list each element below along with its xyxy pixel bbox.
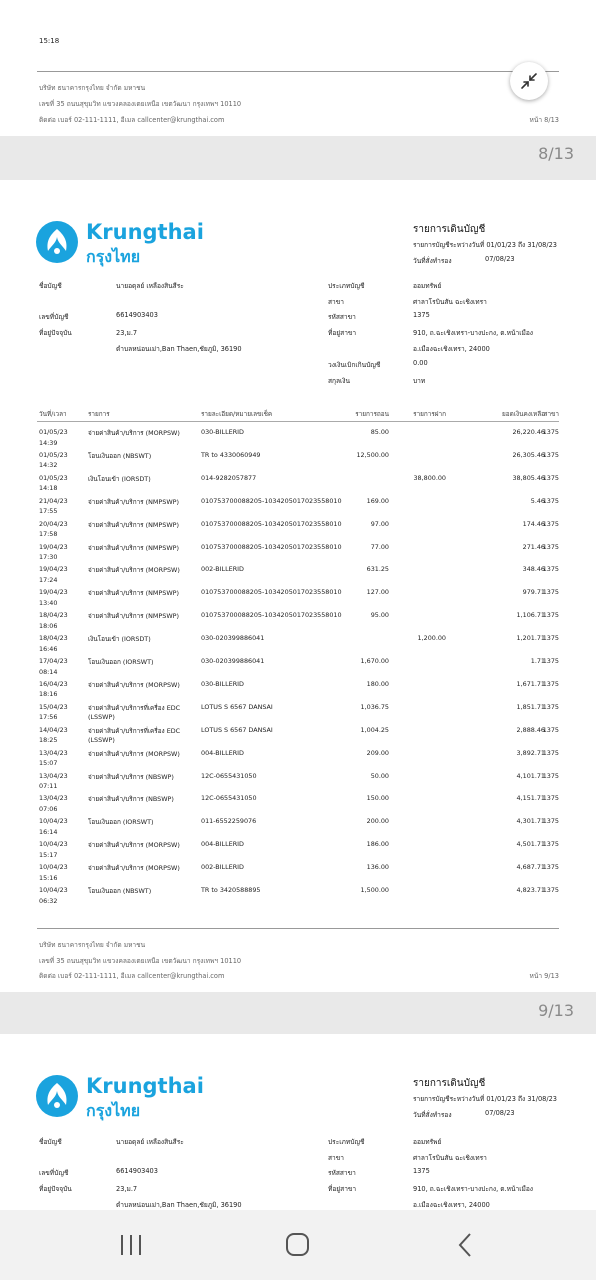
row-balance: 3,892.71 <box>516 748 545 757</box>
row-date: 21/04/23 <box>39 496 68 505</box>
address-line-2: ตำบลหน่อนเม่า,Ban Thaen,ชัยภูมิ, 36190 <box>116 345 242 353</box>
address-line-1: 23,ม.7 <box>116 1185 138 1193</box>
branch-label: สาขา <box>328 298 344 306</box>
logo-text-th: กรุงไทย <box>86 247 141 266</box>
print-date: 07/08/23 <box>485 1109 515 1117</box>
row-balance: 4,501.71 <box>516 840 545 849</box>
print-date: 07/08/23 <box>485 255 515 263</box>
row-description: จ่ายค่าสินค้า/บริการที่เครื่อง EDC <box>88 726 181 735</box>
footer-contact: ติดต่อ เบอร์ 02-111-1111, อีเมล callcenter@krungthai.com <box>39 972 225 980</box>
row-detail: 011-6552259076 <box>201 817 257 826</box>
branch-code: 1375 <box>413 311 430 319</box>
branch-address-2: อ.เมืองฉะเชิงเทรา, 24000 <box>413 345 490 353</box>
row-detail: TR to 3420588895 <box>201 886 261 894</box>
row-date: 10/04/23 <box>39 863 68 872</box>
row-description: จ่ายค่าสินค้า/บริการ (MORPSW) <box>88 864 180 873</box>
row-detail: 030-020399886041 <box>201 657 265 665</box>
row-withdraw: 77.00 <box>370 542 389 551</box>
row-detail: 010753700088205-1034205017023558010 <box>201 519 342 528</box>
row-detail: 010753700088205-1034205017023558010 <box>201 542 342 551</box>
row-branch: 1375 <box>542 817 559 826</box>
address-line-2: ตำบลหน่อนเม่า,Ban Thaen,ชัยภูมิ, 36190 <box>116 1201 242 1209</box>
overdraft-value: 0.00 <box>413 359 428 367</box>
row-time: 17:30 <box>39 553 58 561</box>
account-name: นายอดุลย์ เหลืองสินสีระ <box>116 1138 184 1146</box>
row-branch: 1375 <box>542 496 559 505</box>
col-header-deposit: รายการฝาก <box>413 410 446 418</box>
row-date: 01/05/23 <box>39 428 68 436</box>
account-number-label: เลขที่บัญชี <box>39 313 69 321</box>
row-balance: 1,201.71 <box>516 634 545 643</box>
row-withdraw: 209.00 <box>366 748 389 757</box>
row-time: 07:06 <box>39 804 58 813</box>
account-number: 6614903403 <box>116 1167 158 1175</box>
row-withdraw: 127.00 <box>366 588 389 597</box>
row-time: 17:56 <box>39 713 58 722</box>
branch-address-label: ที่อยู่สาขา <box>328 329 357 337</box>
footer-address: เลขที่ 35 ถนนสุขุมวิท แขวงคลองเตยเหนือ เขตวัฒนา กรุงเทพฯ 10110 <box>39 957 242 965</box>
branch-address-label: ที่อยู่สาขา <box>328 1185 357 1193</box>
row-description: จ่ายค่าสินค้า/บริการ (MORPSW) <box>88 680 180 689</box>
row-date: 18/04/23 <box>39 634 68 643</box>
row-description: โอนเงินออก (NBSWT) <box>88 451 152 460</box>
row-description: จ่ายค่าสินค้า/บริการ (NMPSWP) <box>88 543 180 552</box>
address-label: ที่อยู่ปัจจุบัน <box>39 329 72 337</box>
col-header-withdraw: รายการถอน <box>355 410 389 418</box>
row-detail: LOTUS S 6567 DANSAI <box>201 702 273 711</box>
statement-title: รายการเดินบัญชี <box>413 1078 486 1089</box>
logo-text-en: Krungthai <box>86 220 204 244</box>
row-time: 15:16 <box>39 873 58 882</box>
row-branch: 1375 <box>542 450 559 459</box>
currency-value: บาท <box>413 377 426 385</box>
row-description: โอนเงินออก (NBSWT) <box>88 887 152 895</box>
system-nav-bar <box>0 1210 596 1280</box>
account-number-label: เลขที่บัญชี <box>39 1169 69 1177</box>
row-balance: 4,687.71 <box>516 863 545 872</box>
row-branch: 1375 <box>542 657 559 665</box>
row-description: จ่ายค่าสินค้า/บริการ (NBSWP) <box>88 772 174 781</box>
logo-text-en: Krungthai <box>86 1074 204 1098</box>
table-header-divider <box>37 421 559 422</box>
page-indicator-8: 8/13 <box>538 144 574 163</box>
row-time: 15:07 <box>39 759 58 768</box>
row-description: จ่ายค่าสินค้า/บริการ (NMPSWP) <box>88 612 180 621</box>
row-branch: 1375 <box>542 611 559 620</box>
footer-divider <box>37 71 559 72</box>
statement-period: รายการบัญชีระหว่างวันที่ 01/01/23 ถึง 31/08/23 <box>413 241 557 249</box>
collapse-button[interactable] <box>510 62 548 100</box>
row-branch: 1375 <box>542 748 559 757</box>
branch-address-1: 910, ถ.ฉะเชิงเทรา-บางปะกง, ต.หน้าเมือง <box>413 329 534 337</box>
col-header-date: วันที่/เวลา <box>39 410 67 418</box>
row-time: 18:06 <box>39 621 58 630</box>
pdf-page-9 <box>0 180 596 992</box>
row-detail: 12C-0655431050 <box>201 771 257 780</box>
row-withdraw: 95.00 <box>370 611 389 620</box>
row-withdraw: 200.00 <box>366 817 389 826</box>
row-balance: 4,151.71 <box>516 794 545 803</box>
row-date: 10/04/23 <box>39 886 68 894</box>
bird-logo-icon <box>36 1075 78 1117</box>
branch-name: ศาลาโรบินสัน ฉะเชิงเทรา <box>413 1154 487 1162</box>
row-branch: 1375 <box>542 863 559 872</box>
col-header-branch: สาขา <box>543 410 559 418</box>
back-button[interactable] <box>452 1232 480 1262</box>
row-description: เงินโอนเข้า (IORSDT) <box>88 635 151 644</box>
row-date: 18/04/23 <box>39 611 68 620</box>
row-branch: 1375 <box>542 428 559 436</box>
bird-logo-icon <box>36 221 78 263</box>
row-time: 16:46 <box>39 644 58 653</box>
row-withdraw: 186.00 <box>366 840 389 849</box>
row-time: 18:16 <box>39 690 58 699</box>
row-detail: 010753700088205-1034205017023558010 <box>201 496 342 505</box>
row-branch: 1375 <box>542 840 559 849</box>
row-withdraw: 631.25 <box>366 565 389 574</box>
row-withdraw: 169.00 <box>366 496 389 505</box>
account-name: นายอดุลย์ เหลืองสินสีระ <box>116 282 184 290</box>
page-indicator-9: 9/13 <box>538 1001 574 1020</box>
row-detail: 010753700088205-1034205017023558010 <box>201 611 342 620</box>
collapse-arrows-icon <box>510 62 548 100</box>
row-time: 17:58 <box>39 530 58 539</box>
row-balance: 4,823.71 <box>516 886 545 894</box>
row-balance: 1,851.71 <box>516 702 545 711</box>
row-balance: 1,106.71 <box>516 611 545 620</box>
row-branch: 1375 <box>542 634 559 643</box>
recent-apps-button[interactable] <box>117 1232 145 1262</box>
account-type-label: ประเภทบัญชี <box>328 1138 365 1146</box>
row-date: 13/04/23 <box>39 771 68 780</box>
row-time: 16:14 <box>39 827 58 836</box>
row-date: 13/04/23 <box>39 794 68 803</box>
row-description: จ่ายค่าสินค้า/บริการที่เครื่อง EDC <box>88 703 181 712</box>
row-balance: 979.71 <box>522 588 545 597</box>
row-date: 14/04/23 <box>39 725 68 734</box>
row-withdraw: 1,500.00 <box>360 886 389 894</box>
row-description: จ่ายค่าสินค้า/บริการ (NMPSWP) <box>88 589 180 598</box>
row-description: โอนเงินออก (IORSWT) <box>88 818 154 827</box>
recent-apps-icon <box>117 1232 145 1258</box>
pdf-page-10 <box>0 1034 596 1210</box>
footer-page-number: หน้า 8/13 <box>529 116 559 124</box>
row-description: โอนเงินออก (IORSWT) <box>88 658 154 666</box>
row-detail: 002-BILLERID <box>201 565 244 574</box>
footer-divider <box>37 928 559 929</box>
row-branch: 1375 <box>542 519 559 528</box>
row-balance: 2,888.46 <box>516 725 545 734</box>
overdraft-label: วงเงินเบิกเกินบัญชี <box>328 361 381 369</box>
address-line-1: 23,ม.7 <box>116 329 138 337</box>
row-detail: TR to 4330060949 <box>201 450 261 459</box>
statement-period: รายการบัญชีระหว่างวันที่ 01/01/23 ถึง 31/08/23 <box>413 1095 557 1103</box>
row-time: 13:40 <box>39 598 58 607</box>
row-detail: 030-BILLERID <box>201 428 244 436</box>
row-branch: 1375 <box>542 679 559 688</box>
row-balance: 4,101.71 <box>516 771 545 780</box>
account-name-label: ชื่อบัญชี <box>39 282 62 290</box>
row-detail: 030-BILLERID <box>201 679 244 688</box>
krungthai-logo <box>36 218 204 268</box>
row-time: 18:25 <box>39 736 58 745</box>
row-date: 16/04/23 <box>39 679 68 688</box>
row-withdraw: 1,670.00 <box>360 657 389 665</box>
row-detail: 002-BILLERID <box>201 863 244 872</box>
row-detail: 014-9282057877 <box>201 473 257 482</box>
row-withdraw: 180.00 <box>366 679 389 688</box>
pdf-page-8 <box>0 0 596 136</box>
row-balance: 26,305.46 <box>512 450 545 459</box>
time-text: 15:18 <box>39 37 60 45</box>
col-header-desc: รายการ <box>88 410 110 418</box>
footer-address: เลขที่ 35 ถนนสุขุมวิท แขวงคลองเตยเหนือ เขตวัฒนา กรุงเทพฯ 10110 <box>39 100 242 108</box>
row-withdraw: 50.00 <box>370 771 389 780</box>
account-name-label: ชื่อบัญชี <box>39 1138 62 1146</box>
row-date: 01/05/23 <box>39 450 68 459</box>
row-date: 19/04/23 <box>39 565 68 574</box>
row-date: 10/04/23 <box>39 840 68 849</box>
row-branch: 1375 <box>542 588 559 597</box>
row-time: 17:55 <box>39 507 58 516</box>
row-branch: 1375 <box>542 473 559 482</box>
branch-code-label: รหัสสาขา <box>328 1169 356 1177</box>
branch-label: สาขา <box>328 1154 344 1162</box>
row-withdraw: 1,036.75 <box>360 702 389 711</box>
row-branch: 1375 <box>542 542 559 551</box>
row-withdraw: 150.00 <box>366 794 389 803</box>
row-deposit: 1,200.00 <box>417 634 446 643</box>
row-description: จ่ายค่าสินค้า/บริการ (NMPSWP) <box>88 520 180 529</box>
branch-address-2: อ.เมืองฉะเชิงเทรา, 24000 <box>413 1201 490 1209</box>
col-header-detail: รายละเอียด/หมายเลขเช็ค <box>201 410 273 418</box>
account-type: ออมทรัพย์ <box>413 1138 442 1146</box>
row-detail: 010753700088205-1034205017023558010 <box>201 588 342 597</box>
row-balance: 4,301.71 <box>516 817 545 826</box>
row-description: เงินโอนเข้า (IORSDT) <box>88 474 151 483</box>
row-balance: 174.46 <box>522 519 545 528</box>
account-type: ออมทรัพย์ <box>413 282 442 290</box>
print-date-label: วันที่สั่งทำรอง <box>413 1111 452 1119</box>
row-detail: 004-BILLERID <box>201 840 244 849</box>
address-label: ที่อยู่ปัจจุบัน <box>39 1185 72 1193</box>
row-time: 08:14 <box>39 667 58 676</box>
row-balance: 1,671.71 <box>516 679 545 688</box>
branch-address-1: 910, ถ.ฉะเชิงเทรา-บางปะกง, ต.หน้าเมือง <box>413 1185 534 1193</box>
row-withdraw: 1,004.25 <box>360 725 389 734</box>
row-balance: 5.46 <box>530 496 545 505</box>
row-balance: 1.71 <box>530 657 545 665</box>
row-withdraw: 97.00 <box>370 519 389 528</box>
footer-page-number: หน้า 9/13 <box>529 972 559 980</box>
row-description: จ่ายค่าสินค้า/บริการ (NBSWP) <box>88 795 174 804</box>
row-balance: 38,805.46 <box>512 473 545 482</box>
row-branch: 1375 <box>542 702 559 711</box>
footer-company: บริษัท ธนาคารกรุงไทย จำกัด มหาชน <box>39 941 146 949</box>
col-header-balance: ยอดเงินคงเหลือ <box>502 410 545 418</box>
row-time: 14:18 <box>39 484 58 493</box>
row-withdraw: 12,500.00 <box>356 450 389 459</box>
row-branch: 1375 <box>542 771 559 780</box>
branch-name: ศาลาโรบินสัน ฉะเชิงเทรา <box>413 298 487 306</box>
row-time: 06:32 <box>39 896 58 905</box>
footer-company: บริษัท ธนาคารกรุงไทย จำกัด มหาชน <box>39 84 146 92</box>
row-detail: 12C-0655431050 <box>201 794 257 803</box>
row-description: จ่ายค่าสินค้า/บริการ (MORPSW) <box>88 749 180 758</box>
row-branch: 1375 <box>542 794 559 803</box>
row-time: 07:11 <box>39 782 58 790</box>
row-branch: 1375 <box>542 725 559 734</box>
currency-label: สกุลเงิน <box>328 377 351 385</box>
row-balance: 26,220.46 <box>512 428 545 436</box>
row-balance: 271.46 <box>522 542 545 551</box>
row-date: 01/05/23 <box>39 473 68 482</box>
footer-contact: ติดต่อ เบอร์ 02-111-1111, อีเมล callcenter@krungthai.com <box>39 116 225 124</box>
branch-code-label: รหัสสาขา <box>328 313 356 321</box>
account-type-label: ประเภทบัญชี <box>328 282 365 290</box>
row-date: 13/04/23 <box>39 748 68 757</box>
print-date-label: วันที่สั่งทำรอง <box>413 257 452 265</box>
row-deposit: 38,800.00 <box>413 473 446 482</box>
row-date: 17/04/23 <box>39 657 68 665</box>
row-description: จ่ายค่าสินค้า/บริการ (MORPSW) <box>88 429 180 437</box>
row-detail: 004-BILLERID <box>201 748 244 757</box>
row-description-2: (LSSWP) <box>88 713 115 722</box>
row-date: 19/04/23 <box>39 542 68 551</box>
row-date: 20/04/23 <box>39 519 68 528</box>
branch-code: 1375 <box>413 1167 430 1175</box>
row-description-2: (LSSWP) <box>88 736 115 745</box>
row-time: 15:17 <box>39 850 58 859</box>
row-time: 14:39 <box>39 438 58 447</box>
back-icon <box>452 1232 480 1258</box>
row-time: 14:32 <box>39 461 58 470</box>
row-detail: 030-020399886041 <box>201 634 265 643</box>
account-number: 6614903403 <box>116 311 158 319</box>
logo-text-th: กรุงไทย <box>86 1101 141 1120</box>
row-date: 10/04/23 <box>39 817 68 826</box>
row-withdraw: 136.00 <box>366 863 389 872</box>
row-date: 19/04/23 <box>39 588 68 597</box>
home-icon <box>284 1232 312 1258</box>
row-detail: LOTUS S 6567 DANSAI <box>201 725 273 734</box>
row-time: 17:24 <box>39 575 58 584</box>
row-date: 15/04/23 <box>39 702 68 711</box>
row-description: จ่ายค่าสินค้า/บริการ (MORPSW) <box>88 566 180 575</box>
row-description: จ่ายค่าสินค้า/บริการ (MORPSW) <box>88 841 180 850</box>
row-description: จ่ายค่าสินค้า/บริการ (NMPSWP) <box>88 497 180 506</box>
row-branch: 1375 <box>542 886 559 894</box>
statement-title: รายการเดินบัญชี <box>413 224 486 235</box>
row-balance: 348.46 <box>522 565 545 574</box>
home-button[interactable] <box>284 1232 312 1262</box>
krungthai-logo <box>36 1072 204 1122</box>
row-branch: 1375 <box>542 565 559 574</box>
row-withdraw: 85.00 <box>370 428 389 436</box>
